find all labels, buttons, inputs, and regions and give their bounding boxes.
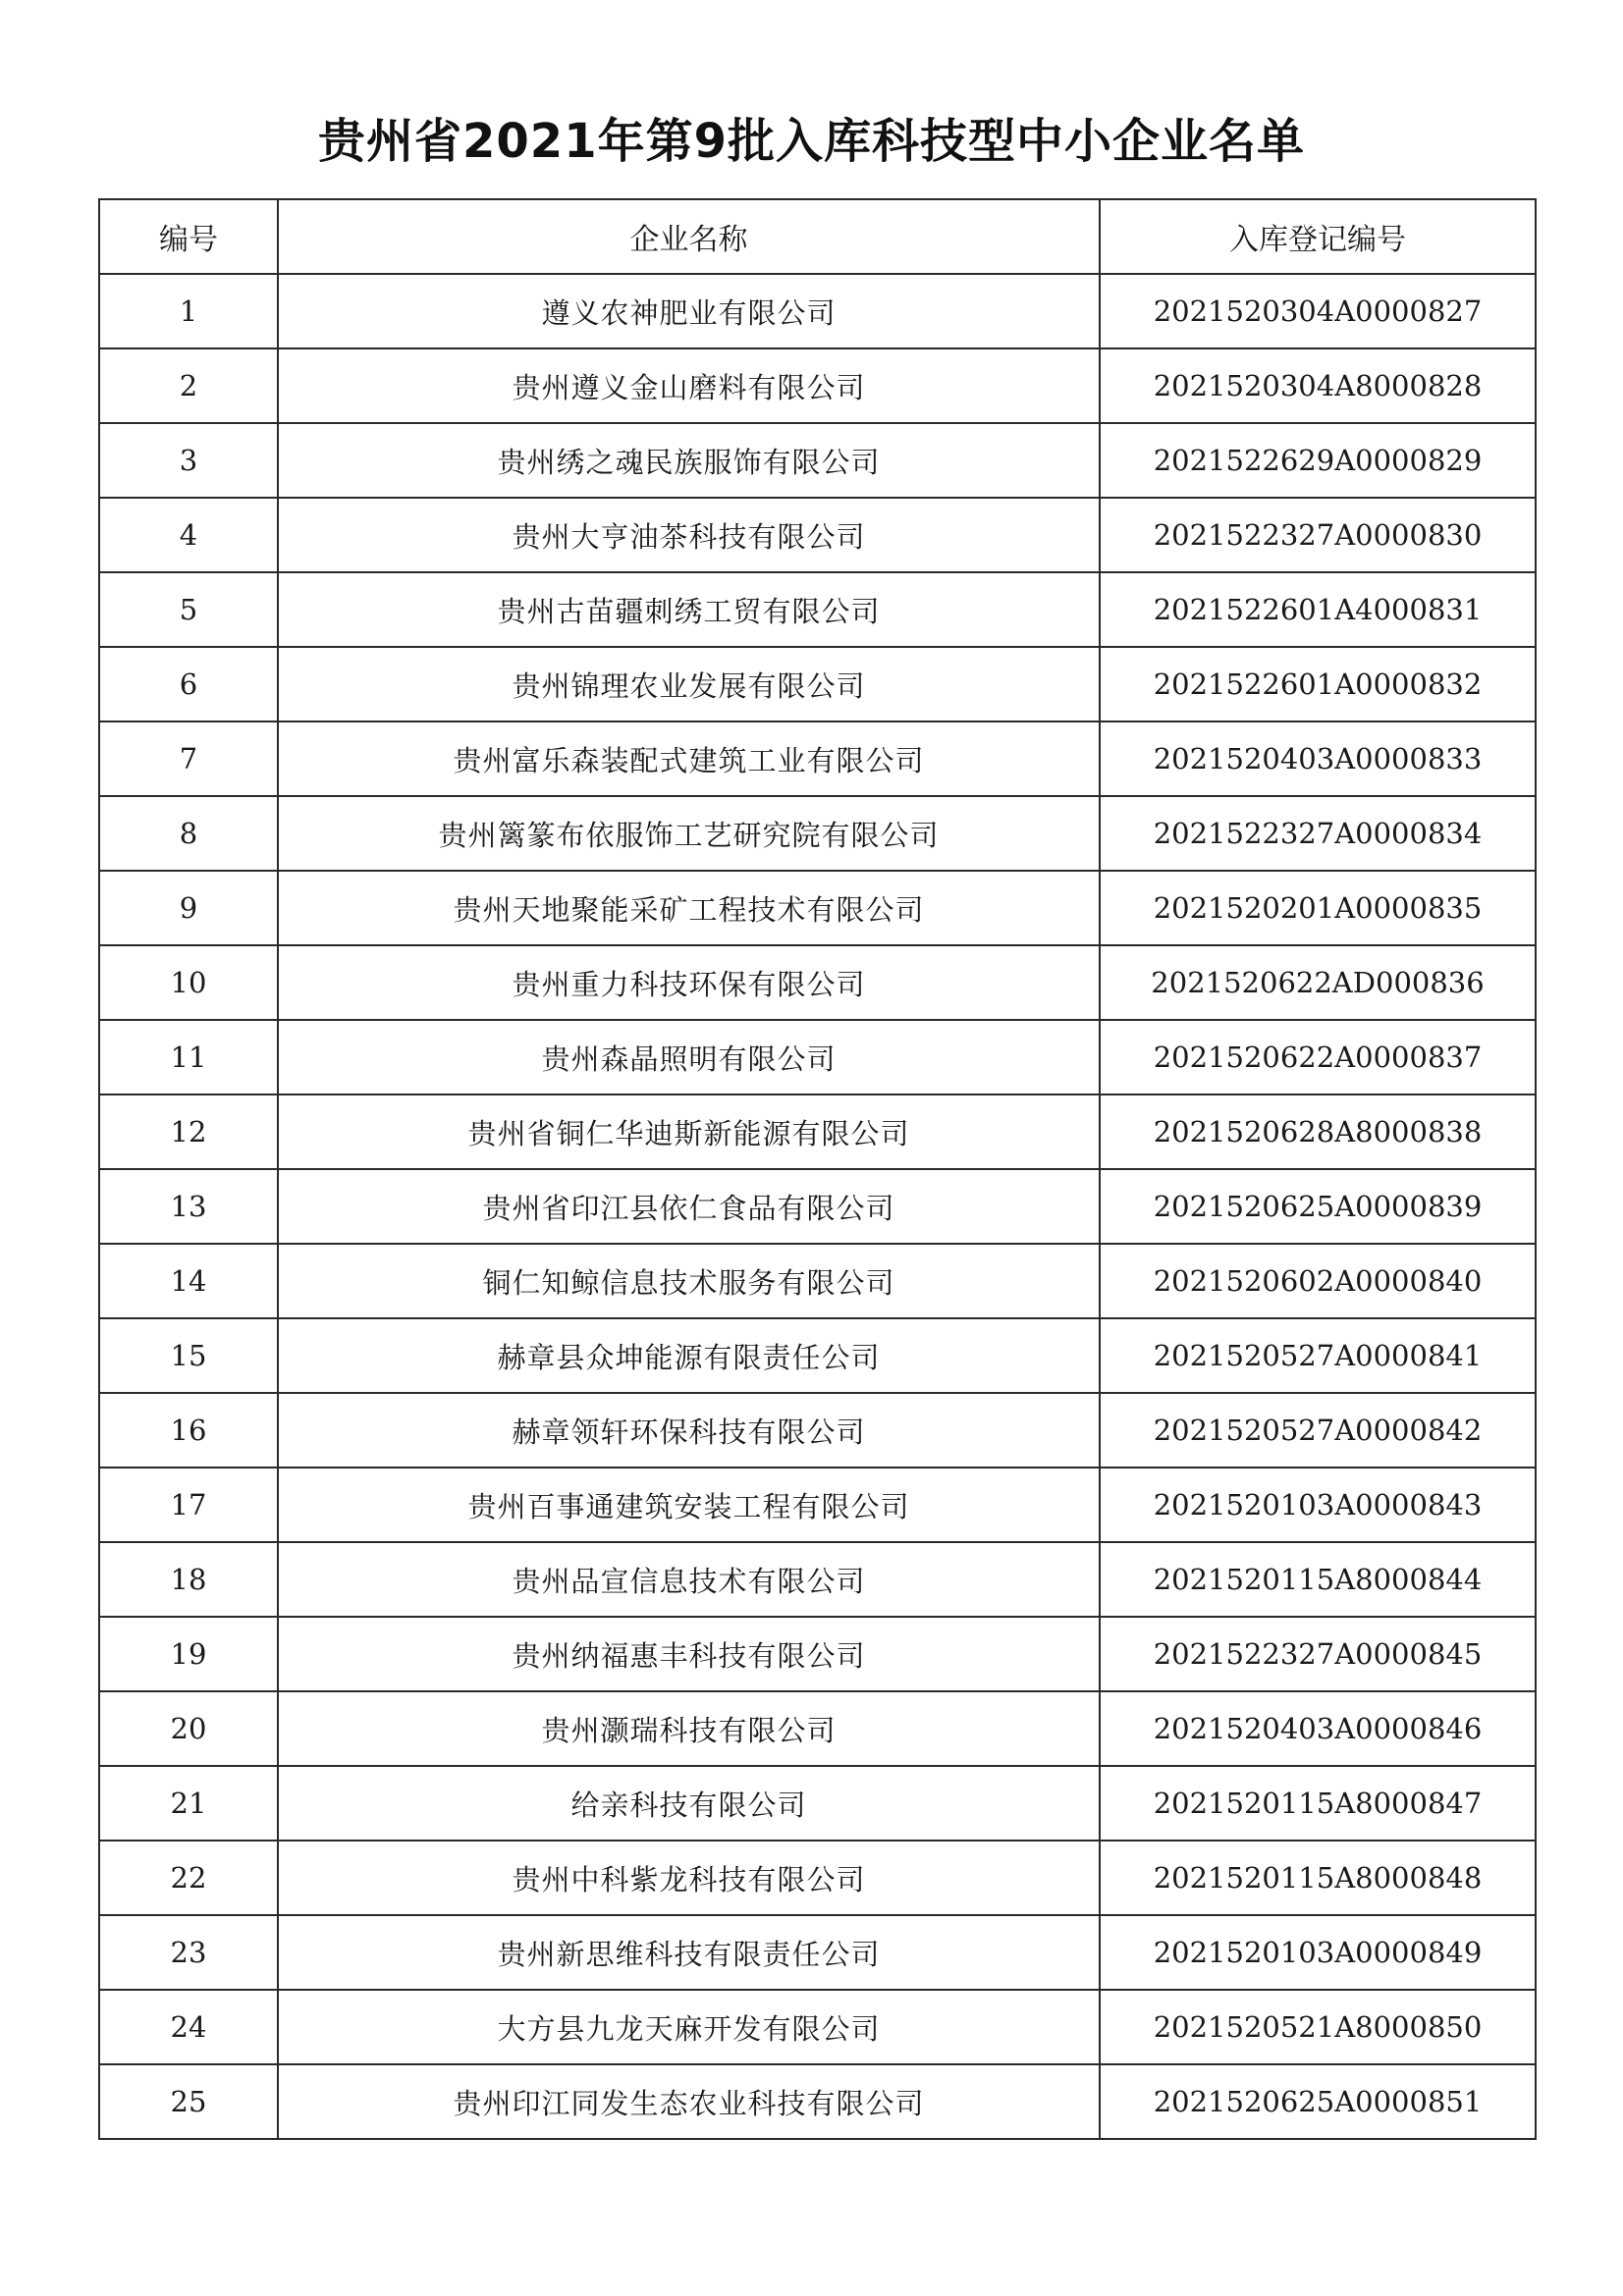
row-number: 8: [99, 796, 278, 871]
table-header: [99, 199, 1536, 274]
company-name: 贵州天地聚能采矿工程技术有限公司: [278, 871, 1100, 945]
row-number: 15: [99, 1318, 278, 1393]
registration-code: 2021520622AD000836: [1100, 945, 1536, 1020]
table-body: [99, 274, 1536, 2139]
registration-code: 2021520115A8000844: [1100, 1542, 1536, 1617]
table-row: [99, 871, 1536, 945]
registration-code: 2021522327A0000834: [1100, 796, 1536, 871]
registration-code: 2021520201A0000835: [1100, 871, 1536, 945]
registration-code: 2021520625A0000839: [1100, 1169, 1536, 1244]
company-name: 贵州纳福惠丰科技有限公司: [278, 1617, 1100, 1691]
registration-code: 2021522327A0000830: [1100, 498, 1536, 572]
row-number: 7: [99, 721, 278, 796]
registration-code: 2021522601A0000832: [1100, 647, 1536, 721]
table-row: [99, 1766, 1536, 1841]
header-registration-code: 入库登记编号: [1100, 199, 1536, 274]
table-row: [99, 1393, 1536, 1468]
registration-code: 2021520103A0000843: [1100, 1468, 1536, 1542]
table-row: [99, 1020, 1536, 1095]
row-number: 6: [99, 647, 278, 721]
table-row: [99, 1318, 1536, 1393]
registration-code: 2021520115A8000848: [1100, 1841, 1536, 1915]
company-name: 贵州重力科技环保有限公司: [278, 945, 1100, 1020]
company-name: 贵州古苗疆刺绣工贸有限公司: [278, 572, 1100, 647]
company-name: 贵州森晶照明有限公司: [278, 1020, 1100, 1095]
company-name: 遵义农神肥业有限公司: [278, 274, 1100, 348]
registration-code: 2021520521A8000850: [1100, 1990, 1536, 2064]
company-name: 铜仁知鲸信息技术服务有限公司: [278, 1244, 1100, 1318]
table-row: [99, 647, 1536, 721]
company-name: 贵州绣之魂民族服饰有限公司: [278, 423, 1100, 498]
company-name: 大方县九龙天麻开发有限公司: [278, 1990, 1100, 2064]
company-name: 给亲科技有限公司: [278, 1766, 1100, 1841]
row-number: 1: [99, 274, 278, 348]
table-row: [99, 1841, 1536, 1915]
table-row: [99, 423, 1536, 498]
row-number: 17: [99, 1468, 278, 1542]
row-number: 21: [99, 1766, 278, 1841]
row-number: 24: [99, 1990, 278, 2064]
row-number: 2: [99, 348, 278, 423]
row-number: 11: [99, 1020, 278, 1095]
row-number: 5: [99, 572, 278, 647]
row-number: 16: [99, 1393, 278, 1468]
registration-code: 2021522327A0000845: [1100, 1617, 1536, 1691]
row-number: 13: [99, 1169, 278, 1244]
company-name: 贵州富乐森装配式建筑工业有限公司: [278, 721, 1100, 796]
table-row: [99, 2064, 1536, 2139]
table-row: [99, 572, 1536, 647]
registration-code: 2021522629A0000829: [1100, 423, 1536, 498]
document-title: 贵州省2021年第9批入库科技型中小企业名单: [318, 114, 1305, 169]
registration-code: 2021522601A4000831: [1100, 572, 1536, 647]
company-name: 贵州中科紫龙科技有限公司: [278, 1841, 1100, 1915]
header-number: 编号: [99, 199, 278, 274]
company-name: 贵州新思维科技有限责任公司: [278, 1915, 1100, 1990]
table-row: [99, 1990, 1536, 2064]
header-company-name: 企业名称: [278, 199, 1100, 274]
table-row: [99, 348, 1536, 423]
registration-code: 2021520403A0000833: [1100, 721, 1536, 796]
company-name: 贵州遵义金山磨料有限公司: [278, 348, 1100, 423]
registration-code: 2021520403A0000846: [1100, 1691, 1536, 1766]
registration-code: 2021520304A8000828: [1100, 348, 1536, 423]
table-row: [99, 1095, 1536, 1169]
row-number: 18: [99, 1542, 278, 1617]
company-name: 贵州品宣信息技术有限公司: [278, 1542, 1100, 1617]
table-row: [99, 721, 1536, 796]
registration-code: 2021520304A0000827: [1100, 274, 1536, 348]
row-number: 9: [99, 871, 278, 945]
company-name: 贵州锦理农业发展有限公司: [278, 647, 1100, 721]
registration-code: 2021520527A0000842: [1100, 1393, 1536, 1468]
table-row: [99, 1915, 1536, 1990]
table-row: [99, 1691, 1536, 1766]
company-name: 贵州大亨油茶科技有限公司: [278, 498, 1100, 572]
table-row: [99, 1244, 1536, 1318]
table-row: [99, 1468, 1536, 1542]
row-number: 19: [99, 1617, 278, 1691]
row-number: 10: [99, 945, 278, 1020]
row-number: 14: [99, 1244, 278, 1318]
company-name: 赫章领轩环保科技有限公司: [278, 1393, 1100, 1468]
table-row: [99, 1617, 1536, 1691]
row-number: 22: [99, 1841, 278, 1915]
enterprise-table: [98, 198, 1537, 2140]
registration-code: 2021520527A0000841: [1100, 1318, 1536, 1393]
row-number: 20: [99, 1691, 278, 1766]
registration-code: 2021520628A8000838: [1100, 1095, 1536, 1169]
header-row: [99, 199, 1536, 274]
company-name: 赫章县众坤能源有限责任公司: [278, 1318, 1100, 1393]
company-name: 贵州省印江县依仁食品有限公司: [278, 1169, 1100, 1244]
row-number: 3: [99, 423, 278, 498]
table-row: [99, 274, 1536, 348]
registration-code: 2021520103A0000849: [1100, 1915, 1536, 1990]
company-name: 贵州省铜仁华迪斯新能源有限公司: [278, 1095, 1100, 1169]
row-number: 25: [99, 2064, 278, 2139]
table-row: [99, 498, 1536, 572]
registration-code: 2021520622A0000837: [1100, 1020, 1536, 1095]
table-row: [99, 1169, 1536, 1244]
registration-code: 2021520115A8000847: [1100, 1766, 1536, 1841]
row-number: 23: [99, 1915, 278, 1990]
company-name: 贵州篱篆布依服饰工艺研究院有限公司: [278, 796, 1100, 871]
company-name: 贵州百事通建筑安装工程有限公司: [278, 1468, 1100, 1542]
row-number: 4: [99, 498, 278, 572]
company-name: 贵州灏瑞科技有限公司: [278, 1691, 1100, 1766]
table-row: [99, 1542, 1536, 1617]
table-row: [99, 796, 1536, 871]
company-name: 贵州印江同发生态农业科技有限公司: [278, 2064, 1100, 2139]
row-number: 12: [99, 1095, 278, 1169]
table-row: [99, 945, 1536, 1020]
registration-code: 2021520625A0000851: [1100, 2064, 1536, 2139]
registration-code: 2021520602A0000840: [1100, 1244, 1536, 1318]
